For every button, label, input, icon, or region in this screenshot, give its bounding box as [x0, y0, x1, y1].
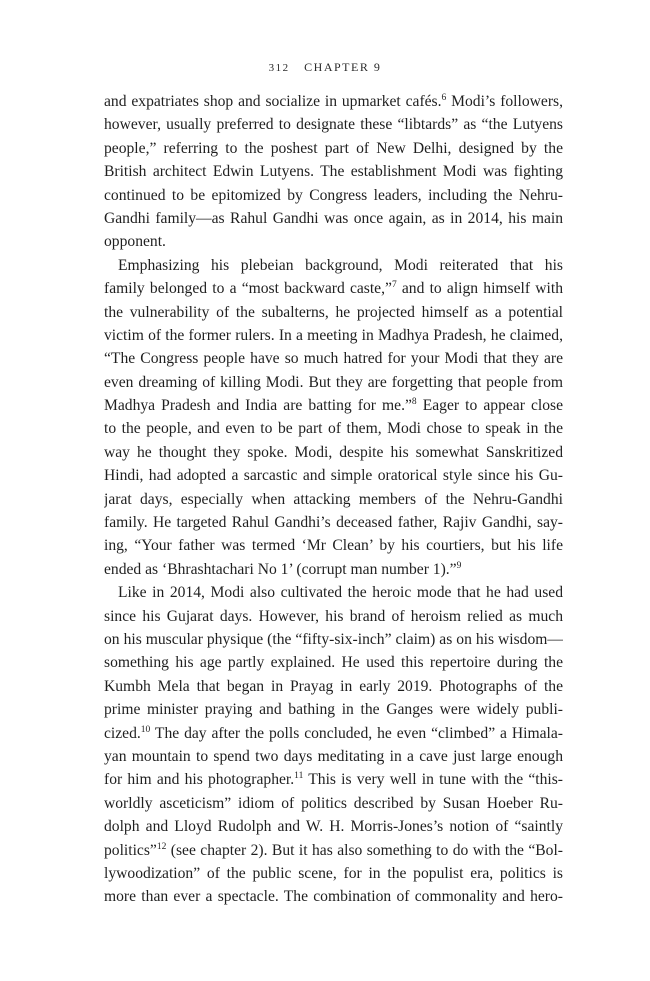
text-segment: Modi’s followers,	[446, 93, 563, 110]
footnote-marker[interactable]: 6	[441, 93, 447, 103]
text-line	[104, 675, 563, 698]
text-segment: and to align himself with	[396, 280, 563, 298]
text-line	[104, 862, 563, 885]
text-segment: prime minister praying and bathing in the Ganges were widely publi-	[104, 701, 563, 719]
text-segment: family belonged to a “most backward caste,”	[104, 280, 392, 298]
text-line	[104, 347, 563, 370]
text-line	[104, 488, 563, 511]
text-line	[104, 230, 563, 253]
text-line	[104, 137, 563, 160]
text-segment: however, usually preferred to designate these “libtards” as “the Lutyens	[104, 116, 563, 134]
text-segment: politics”	[104, 841, 157, 859]
text-line	[104, 90, 563, 113]
text-line	[104, 605, 563, 628]
text-line	[104, 534, 563, 557]
text-segment: people,” referring to the poshest part of New Delhi, designed by the	[104, 139, 563, 157]
body-text	[104, 90, 563, 909]
text-segment: ended as ‘Bhrashtachari No 1’ (corrupt man number 1).”	[104, 560, 457, 578]
text-segment: worldly asceticism” idiom of politics described by Susan Hoeber Ru-	[104, 794, 563, 812]
footnote-marker[interactable]: 11	[294, 771, 304, 782]
text-segment: opponent.	[104, 233, 166, 251]
text-segment: Hindi, had adopted a sarcastic and simple oratorical style since his Gu-	[104, 467, 563, 485]
text-line	[104, 722, 563, 745]
text-segment: family. He targeted Rahul Gandhi’s deceased father, Rajiv Gandhi, say-	[104, 514, 563, 532]
text-segment: victim of the former rulers. In a meeting in Madhya Pradesh, he claimed,	[104, 326, 563, 344]
text-line	[104, 184, 563, 207]
text-segment: for him and his photographer.	[104, 771, 295, 789]
text-segment: Eager to appear close	[416, 397, 563, 415]
text-segment: (see chapter 2). But it has also something to do with the “Bol-	[166, 841, 563, 859]
text-segment: something his age partly explained. He used this repertoire during the	[104, 654, 563, 672]
text-segment: Emphasizing his plebeian background, Modi reiterated that his	[118, 256, 563, 274]
text-line	[104, 113, 563, 136]
text-segment: Gandhi family—as Rahul Gandhi was once again, as in 2014, his main	[104, 209, 563, 227]
text-line	[104, 792, 563, 815]
text-line	[104, 768, 563, 791]
text-line	[104, 745, 563, 768]
footnote-marker[interactable]: 8	[411, 397, 417, 408]
text-line	[104, 371, 563, 394]
page-number: 312	[268, 62, 290, 74]
text-segment: This is very well in tune with the “this-	[303, 771, 563, 789]
text-segment: to the people, and even to be part of them, Modi chose to speak in the	[104, 420, 563, 438]
text-segment: Kumbh Mela that began in Prayag in early 2019. Photographs of the	[104, 677, 563, 695]
text-segment: and expatriates shop and socialize in upmarket cafés.	[104, 93, 442, 110]
text-segment: Madhya Pradesh and India are batting for me.”	[104, 397, 412, 415]
text-segment: cized.	[104, 724, 141, 742]
text-segment: the vulnerability of the subalterns, he projected himself as a potential	[104, 303, 563, 321]
text-segment: ing, “Your father was termed ‘Mr Clean’ by his courtiers, but his life	[104, 537, 563, 555]
text-line	[104, 160, 563, 183]
text-line	[104, 394, 563, 417]
footnote-marker[interactable]: 7	[391, 280, 397, 291]
text-segment: on his muscular physique (the “fifty-six-inch” claim) as on his wisdom—	[104, 630, 563, 648]
text-line	[104, 254, 563, 277]
chapter-label: CHAPTER 9	[304, 60, 382, 74]
text-line	[104, 885, 563, 908]
text-line	[104, 558, 563, 581]
text-line	[104, 301, 563, 324]
running-head	[0, 60, 650, 75]
text-segment: British architect Edwin Lutyens. The establishment Modi was fighting	[104, 163, 563, 181]
text-segment: more than ever a spectacle. The combination of commonality and hero-	[104, 888, 563, 906]
text-segment: dolph and Lloyd Rudolph and W. H. Morris-Jones’s notion of “saintly	[104, 818, 563, 836]
text-segment: even dreaming of killing Modi. But they are forgetting that people from	[104, 373, 563, 391]
text-segment: yan mountain to spend two days meditating in a cave just large enough	[104, 747, 563, 765]
text-line	[104, 441, 563, 464]
text-segment: Like in 2014, Modi also cultivated the heroic mode that he had used	[118, 584, 563, 602]
text-segment: lywoodization” of the public scene, for in the populist era, politics is	[104, 864, 563, 882]
text-line	[104, 815, 563, 838]
footnote-marker[interactable]: 10	[140, 724, 151, 735]
text-segment: continued to be epitomized by Congress leaders, including the Nehru-	[104, 186, 563, 204]
text-line	[104, 511, 563, 534]
text-line	[104, 324, 563, 347]
text-line	[104, 464, 563, 487]
text-line	[104, 207, 563, 230]
text-segment: “The Congress people have so much hatred for your Modi that they are	[104, 350, 563, 368]
footnote-marker[interactable]: 12	[156, 841, 167, 852]
text-line	[104, 839, 563, 862]
text-line	[104, 628, 563, 651]
text-line	[104, 651, 563, 674]
text-segment: The day after the polls concluded, he even “climbed” a Himala-	[150, 724, 563, 742]
text-line	[104, 277, 563, 300]
text-line	[104, 698, 563, 721]
text-segment: jarat days, especially when attacking members of the Nehru-Gandhi	[104, 490, 563, 508]
text-line	[104, 417, 563, 440]
text-segment: way he thought they spoke. Modi, despite his somewhat Sanskritized	[104, 443, 563, 461]
footnote-marker[interactable]: 9	[456, 560, 462, 571]
text-line	[104, 581, 563, 604]
text-segment: since his Gujarat days. However, his brand of heroism relied as much	[104, 607, 563, 625]
